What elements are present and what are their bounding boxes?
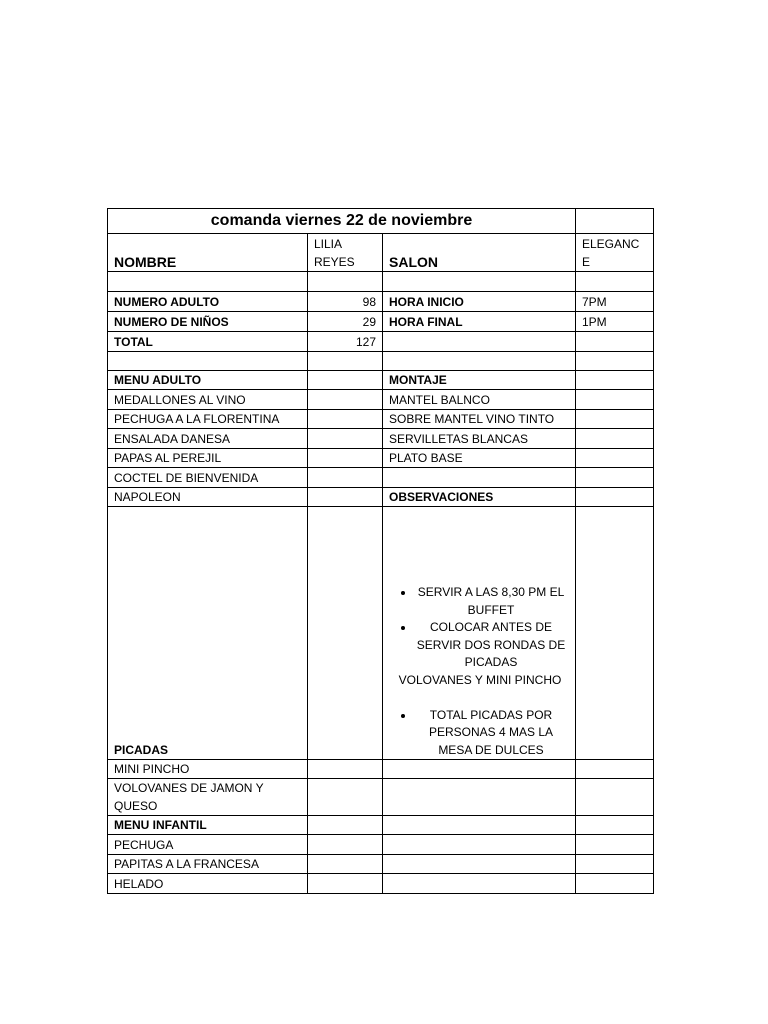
empty-cell xyxy=(576,449,654,468)
empty-cell xyxy=(383,352,576,371)
salon-label: SALON xyxy=(383,234,576,272)
picadas-item-row xyxy=(108,760,654,779)
empty-cell xyxy=(383,816,576,835)
adultos-value: 98 xyxy=(308,292,383,312)
comanda-table xyxy=(107,208,654,894)
title-row xyxy=(108,209,654,234)
empty-cell xyxy=(576,488,654,507)
picadas-item-row xyxy=(108,779,654,816)
empty-cell xyxy=(383,855,576,874)
empty-cell xyxy=(576,835,654,855)
empty-cell xyxy=(308,488,383,507)
hora-inicio-label: HORA INICIO xyxy=(383,292,576,312)
menu-row xyxy=(108,449,654,468)
empty-cell xyxy=(308,816,383,835)
empty-cell xyxy=(308,449,383,468)
empty-cell xyxy=(308,874,383,894)
empty-cell xyxy=(383,272,576,292)
hora-inicio-value: 7PM xyxy=(576,292,654,312)
menu-infantil-row xyxy=(108,874,654,894)
empty-cell xyxy=(576,468,654,488)
menu-adulto-header-row xyxy=(108,371,654,390)
picadas-row xyxy=(108,507,654,760)
nombre-value: LILIA REYES xyxy=(308,234,383,272)
spacer-row xyxy=(108,272,654,292)
nombre-label: NOMBRE xyxy=(108,234,308,272)
adultos-label: NUMERO ADULTO xyxy=(108,292,308,312)
total-label: TOTAL xyxy=(108,332,308,352)
adultos-row xyxy=(108,292,654,312)
observaciones-label: OBSERVACIONES xyxy=(383,488,576,507)
empty-cell xyxy=(576,874,654,894)
empty-cell xyxy=(308,835,383,855)
empty-cell xyxy=(576,507,654,760)
montaje-item: MANTEL BALNCO xyxy=(383,390,576,410)
menu-adulto-item: ENSALADA DANESA xyxy=(108,429,308,449)
empty-cell xyxy=(383,332,576,352)
empty-cell xyxy=(308,429,383,449)
menu-infantil-header-row xyxy=(108,816,654,835)
menu-row xyxy=(108,390,654,410)
menu-infantil-row xyxy=(108,855,654,874)
page-title: comanda viernes 22 de noviembre xyxy=(108,209,576,234)
menu-adulto-item: MEDALLONES AL VINO xyxy=(108,390,308,410)
observacion-continued: VOLOVANES Y MINI PINCHO xyxy=(398,672,562,687)
empty-cell xyxy=(308,352,383,371)
montaje-item: PLATO BASE xyxy=(383,449,576,468)
empty-cell xyxy=(383,779,576,816)
empty-cell xyxy=(308,272,383,292)
empty-cell xyxy=(108,272,308,292)
empty-cell xyxy=(576,352,654,371)
empty-cell xyxy=(576,855,654,874)
empty-cell xyxy=(576,371,654,390)
menu-adulto-item: NAPOLEON xyxy=(108,488,308,507)
observaciones-notes xyxy=(383,507,576,760)
menu-infantil-item: PAPITAS A LA FRANCESA xyxy=(108,855,308,874)
empty-cell xyxy=(576,209,654,234)
ninos-label: NUMERO DE NIÑOS xyxy=(108,312,308,332)
menu-adulto-label: MENU ADULTO xyxy=(108,371,308,390)
observacion-item: • TOTAL PICADAS POR PERSONAS 4 MAS LA MESA DE DULCES xyxy=(415,707,567,760)
picadas-item: MINI PINCHO xyxy=(108,760,308,779)
nombre-row xyxy=(108,234,654,272)
empty-cell xyxy=(576,390,654,410)
menu-adulto-item: PECHUGA A LA FLORENTINA xyxy=(108,410,308,429)
empty-cell xyxy=(383,835,576,855)
spacer-row xyxy=(108,352,654,371)
empty-cell xyxy=(308,390,383,410)
empty-cell xyxy=(108,352,308,371)
empty-cell xyxy=(308,507,383,760)
menu-infantil-item: PECHUGA xyxy=(108,835,308,855)
empty-cell xyxy=(308,410,383,429)
empty-cell xyxy=(308,779,383,816)
ninos-row xyxy=(108,312,654,332)
menu-row xyxy=(108,468,654,488)
picadas-label: PICADAS xyxy=(108,507,308,760)
empty-cell xyxy=(576,410,654,429)
menu-infantil-row xyxy=(108,835,654,855)
empty-cell xyxy=(383,874,576,894)
empty-cell xyxy=(308,760,383,779)
menu-row xyxy=(108,429,654,449)
hora-final-value: 1PM xyxy=(576,312,654,332)
total-value: 127 xyxy=(308,332,383,352)
menu-row xyxy=(108,488,654,507)
hora-final-label: HORA FINAL xyxy=(383,312,576,332)
empty-cell xyxy=(576,760,654,779)
menu-infantil-label: MENU INFANTIL xyxy=(108,816,308,835)
empty-cell xyxy=(383,760,576,779)
montaje-item: SOBRE MANTEL VINO TINTO xyxy=(383,410,576,429)
menu-row xyxy=(108,410,654,429)
empty-cell xyxy=(576,272,654,292)
empty-cell xyxy=(576,816,654,835)
menu-adulto-item: PAPAS AL PEREJIL xyxy=(108,449,308,468)
montaje-label: MONTAJE xyxy=(383,371,576,390)
empty-cell xyxy=(383,468,576,488)
montaje-item: SERVILLETAS BLANCAS xyxy=(383,429,576,449)
observaciones-list xyxy=(393,707,567,760)
total-row xyxy=(108,332,654,352)
menu-infantil-item: HELADO xyxy=(108,874,308,894)
empty-cell xyxy=(576,779,654,816)
empty-cell xyxy=(576,332,654,352)
empty-cell xyxy=(308,855,383,874)
empty-cell xyxy=(576,429,654,449)
empty-cell xyxy=(308,371,383,390)
picadas-item: VOLOVANES DE JAMON Y QUESO xyxy=(108,779,308,816)
observacion-item: • COLOCAR ANTES DE SERVIR DOS RONDAS DE PICADAS xyxy=(415,619,567,672)
menu-adulto-item: COCTEL DE BIENVENIDA xyxy=(108,468,308,488)
salon-value: ELEGANC E xyxy=(576,234,654,272)
empty-cell xyxy=(308,468,383,488)
observaciones-list xyxy=(393,584,567,672)
ninos-value: 29 xyxy=(308,312,383,332)
observacion-item: • SERVIR A LAS 8,30 PM EL BUFFET xyxy=(415,584,567,619)
